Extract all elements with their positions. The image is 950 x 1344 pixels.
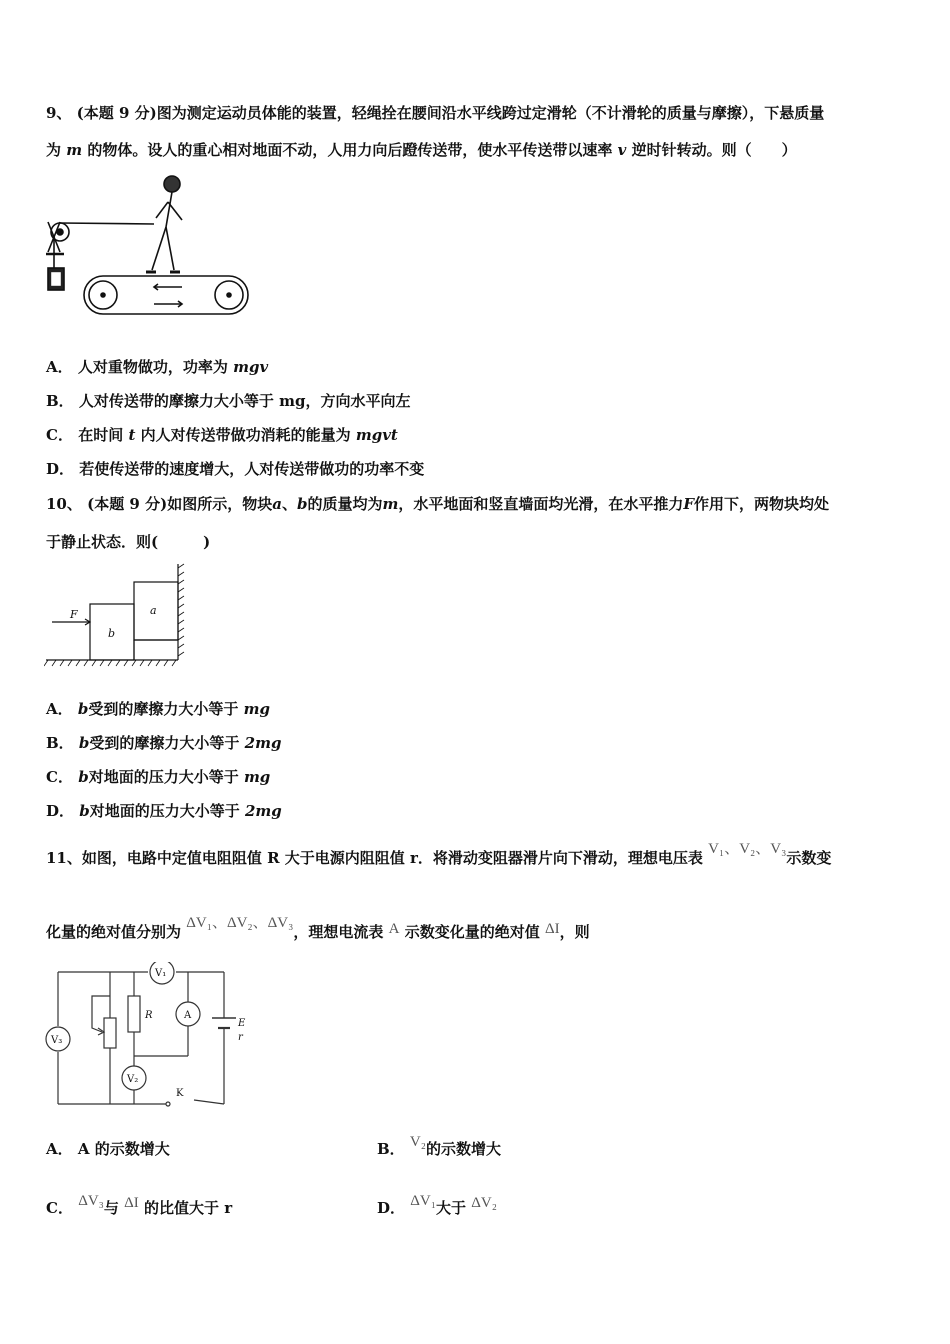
- q11-number: 11、: [46, 849, 82, 867]
- q11-fig-K: K: [176, 1088, 184, 1099]
- q11-deltas: ΔV₁、ΔV₂、ΔV₃: [186, 915, 294, 931]
- q11-option-c[interactable]: [46, 1193, 233, 1219]
- q11-option-c-label: C．: [46, 1199, 73, 1217]
- q9-option-c-label: C．: [46, 426, 73, 444]
- q11-option-b-text: 的示数增大: [425, 1140, 501, 1158]
- q9-stem-text-b2: 的物体。设人的重心相对地面不动，人用力向后蹬传送带，使水平传送带以速率: [87, 141, 613, 159]
- q11-option-d-math2: ΔV₂: [471, 1195, 497, 1211]
- q11-stem-a: 如图，电路中定值电阻阻值 R 大于电源内阻阻值 r．将滑动变阻器滑片向下滑动，理想电压表: [81, 849, 703, 867]
- q9-stem-line2: [46, 140, 797, 160]
- q11-circuit-figure: [42, 962, 254, 1112]
- q10-option-c-text: 对地面的压力大小等于: [88, 768, 239, 786]
- q11-option-d[interactable]: [377, 1193, 497, 1219]
- q9-var-v: v: [617, 141, 627, 159]
- q11-stem-line2: [46, 915, 590, 943]
- q9-option-a-label: A．: [46, 358, 73, 376]
- q10-option-b[interactable]: [46, 733, 281, 753]
- q11-fig-v2: V₂: [127, 1074, 139, 1085]
- q9-option-c-var-t: t: [128, 426, 136, 444]
- q11-fig-ammeter: A: [184, 1010, 192, 1021]
- q11-option-b-label: B．: [377, 1140, 405, 1158]
- q10-option-d-text: 对地面的压力大小等于: [89, 802, 240, 820]
- q9-option-d-label: D．: [46, 460, 75, 478]
- q10-option-a[interactable]: [46, 699, 270, 719]
- q9-option-c-text-a: 在时间: [78, 426, 124, 444]
- q11-ammeter: A: [388, 921, 400, 937]
- q10-stem-a4: 作用下，两物块均处: [694, 495, 830, 513]
- q9-option-d[interactable]: [46, 459, 424, 479]
- q11-stem-b: 化量的绝对值分别为: [46, 923, 182, 941]
- q9-score: (本题 9 分): [76, 104, 157, 122]
- q11-fig-R: R: [145, 1010, 153, 1021]
- q10-option-a-math: mg: [243, 700, 270, 718]
- q11-option-c-math2: ΔI: [124, 1195, 139, 1211]
- q11-stem-b4: ，则: [559, 923, 590, 941]
- q10-option-c-var: b: [78, 768, 89, 786]
- q10-fig-block-a: a: [150, 604, 157, 617]
- q10-option-b-label: B．: [46, 734, 74, 752]
- q10-option-c-label: C．: [46, 768, 73, 786]
- q11-option-c-text2: 的比值大于 r: [144, 1199, 233, 1217]
- q10-var-a: a: [272, 495, 282, 513]
- q11-stem-b2: ，理想电流表: [293, 923, 384, 941]
- q9-option-c[interactable]: [46, 425, 398, 445]
- q10-option-d-var: b: [79, 802, 90, 820]
- q9-stem-text-b3: 逆时针转动。则（ ）: [631, 141, 797, 159]
- q10-sep: 、: [281, 495, 297, 513]
- q10-stem-a1: 如图所示，物块: [167, 495, 273, 513]
- q11-stem-line1: [46, 841, 832, 869]
- q10-option-b-var: b: [78, 734, 90, 752]
- q11-option-c-math1: ΔV₃: [78, 1193, 104, 1209]
- q10-var-F: F: [683, 495, 695, 513]
- q10-fig-force-label: F: [70, 608, 78, 621]
- q11-option-a-text: A 的示数增大: [77, 1140, 170, 1158]
- q10-score: (本题 9 分): [87, 495, 168, 513]
- q11-delta-i: ΔI: [544, 921, 560, 937]
- q11-option-c-text1: 与: [103, 1199, 119, 1217]
- q11-voltmeters: V₁、V₂、V₃: [708, 841, 787, 857]
- q11-stem-a-end: 示数变: [786, 849, 832, 867]
- q10-var-b: b: [296, 495, 308, 513]
- q9-stem-text-b1: 为: [46, 141, 62, 159]
- q11-option-d-math1: ΔV₁: [410, 1193, 436, 1209]
- q9-stem-line1: [46, 103, 906, 123]
- q11-option-a-label: A．: [46, 1140, 73, 1158]
- q10-stem-line1: [46, 494, 829, 514]
- q9-number: 9、: [46, 104, 72, 122]
- q10-stem-a3: ，水平地面和竖直墙面均光滑，在水平推力: [398, 495, 684, 513]
- q9-var-m: m: [66, 141, 83, 159]
- q11-option-d-label: D．: [377, 1199, 406, 1217]
- q9-option-a-math: mgv: [233, 358, 269, 376]
- q10-option-d-math: 2mg: [245, 802, 282, 820]
- q9-option-b-label: B．: [46, 392, 74, 410]
- q10-option-d-label: D．: [46, 802, 75, 820]
- q10-option-a-text: 受到的摩擦力大小等于: [88, 700, 239, 718]
- q9-option-c-text-b: 内人对传送带做功消耗的能量为: [140, 426, 351, 444]
- q11-option-a[interactable]: [46, 1139, 170, 1159]
- q11-fig-v3: V₃: [51, 1035, 63, 1046]
- q11-option-b-math: V₂: [409, 1134, 426, 1150]
- q9-option-c-math: mgvt: [355, 426, 398, 444]
- q10-stem-line2: 于静止状态．则( ): [46, 533, 211, 551]
- q9-option-a[interactable]: [46, 357, 268, 377]
- q9-option-b-text: 人对传送带的摩擦力大小等于 mg，方向水平向左: [78, 392, 411, 410]
- q10-blocks-figure: [44, 562, 186, 668]
- q10-stem-a2: 的质量均为: [307, 495, 383, 513]
- q10-option-c-math: mg: [243, 768, 271, 786]
- q10-number: 10、: [46, 495, 82, 513]
- q9-option-b[interactable]: [46, 391, 411, 411]
- q10-option-a-var: b: [77, 700, 89, 718]
- q10-option-b-math: 2mg: [244, 734, 282, 752]
- q9-option-a-text: 人对重物做功，功率为: [77, 358, 228, 376]
- q11-fig-E: E: [238, 1018, 246, 1029]
- q10-option-c[interactable]: [46, 767, 270, 787]
- q10-var-m: m: [382, 495, 399, 513]
- q11-fig-r: r: [238, 1032, 243, 1043]
- q11-option-d-text1: 大于: [435, 1199, 466, 1217]
- q10-option-d[interactable]: [46, 801, 282, 821]
- q10-option-b-text: 受到的摩擦力大小等于: [89, 734, 240, 752]
- q9-stem-text-a: 图为测定运动员体能的装置，轻绳拴在腰间沿水平线跨过定滑轮（不计滑轮的质量与摩擦），下悬质量: [156, 104, 825, 122]
- q11-stem-b3: 示数变化量的绝对值: [404, 923, 540, 941]
- q10-fig-block-b: b: [108, 627, 116, 640]
- q11-option-b[interactable]: [377, 1134, 501, 1160]
- q9-treadmill-figure: [44, 172, 254, 320]
- q11-fig-v1: V₁: [155, 968, 167, 979]
- q10-option-a-label: A．: [46, 700, 73, 718]
- q9-option-d-text: 若使传送带的速度增大，人对传送带做功的功率不变: [79, 460, 425, 478]
